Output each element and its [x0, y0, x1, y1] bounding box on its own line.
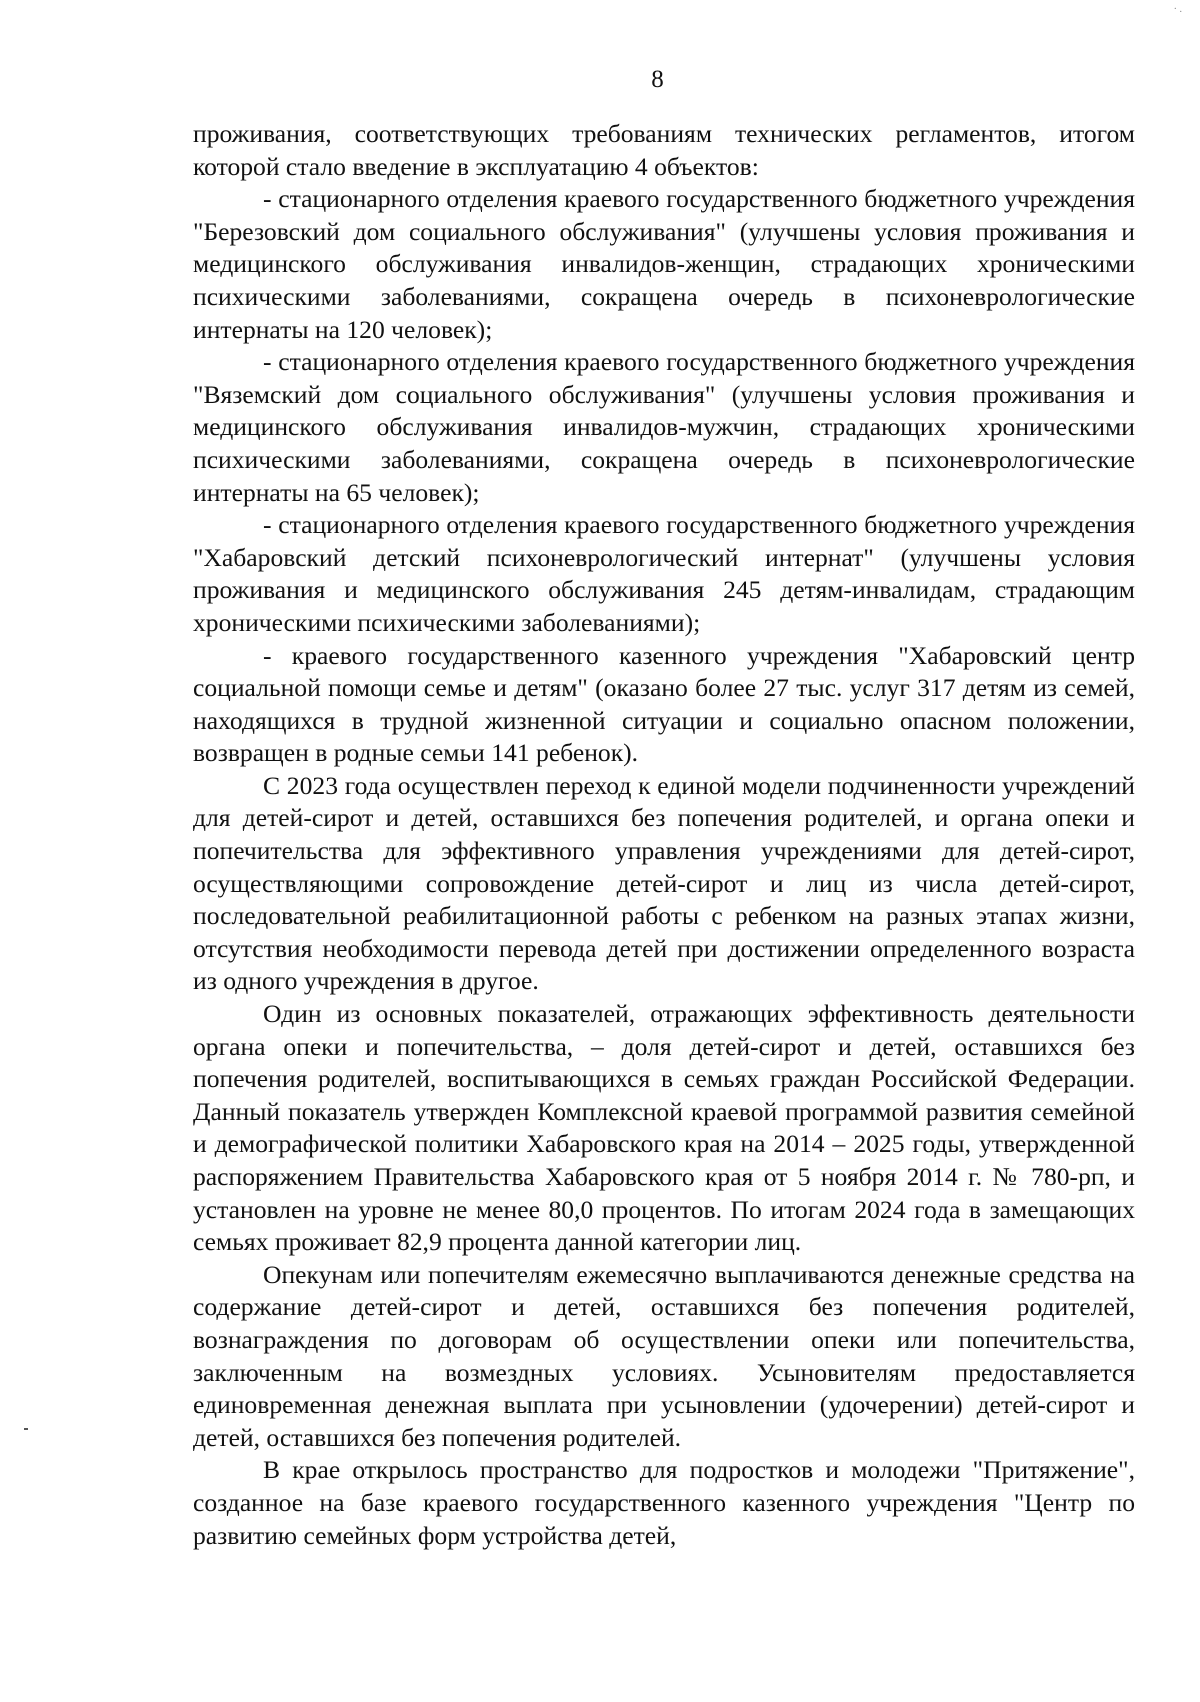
document-body	[193, 118, 1135, 1552]
list-item-khabarovsk-internat: - стационарного отделения краевого государственного бюджетного учреждения "Хабаровский детский психоневрологический интернат" (улучшены условия проживания и медицинского обслуживания 245 детям-инвалидам, страдающим хроническими психическими заболеваниями);	[193, 510, 1135, 637]
list-item-khabarovsk-center: - краевого государственного казенного учреждения "Хабаровский центр социальной помощи семье и детям" (оказано более 27 тыс. услуг 317 детям из семей, находящихся в трудной жизненной ситуации и социально опасном положении, возвращен в родные семьи 141 ребенок).	[193, 640, 1135, 768]
paragraph-unified-model: С 2023 года осуществлен переход к единой модели подчиненности учреждений для детей-сирот и детей, оставшихся без попечения родителей, и органа опеки и попечительства для эффективного управления учреждениями для детей-сирот, осуществляющими сопровождение детей-сирот и лиц из числа детей-сирот, последовательной реабилитационной работы с ребенком на разных этапах жизни, отсутствия необходимости перевода детей при достижении определенного возраста из одного учреждения в другое.	[193, 770, 1135, 996]
paragraph-indicator: Один из основных показателей, отражающих эффективность деятельности органа опеки и попечительства, – доля детей-сирот и детей, оставшихся без попечения родителей, воспитывающихся в семьях граждан Российской Федерации. Данный показатель утвержден Комплексной краевой программой развития семейной и демографической политики Хабаровского края на 2014 – 2025 годы, утвержденной распоряжением Правительства Хабаровского края от 5 ноября 2014 г. № 780-рп, и установлен на уровне не менее 80,0 процентов. По итогам 2024 года в замещающих семьях проживает 82,9 процента данной категории лиц.	[193, 999, 1135, 1257]
scan-speck	[24, 1428, 28, 1430]
paragraph-prityazhenie: В крае открылось пространство для подростков и молодежи "Притяжение", созданное на базе краевого государственного казенного учреждения "Центр по развитию семейных форм устройства детей,	[193, 1455, 1135, 1550]
corner-mark: · .	[1173, 4, 1182, 15]
list-item-vyazemsky: - стационарного отделения краевого государственного бюджетного учреждения "Вяземский дом социального обслуживания" (улучшены условия проживания и медицинского обслуживания инвалидов-мужчин, страдающих хроническими психическими заболеваниями, сокращена очередь в психоневрологические интернаты на 65 человек);	[193, 347, 1135, 507]
page-number: 8	[651, 66, 664, 93]
paragraph-guardians: Опекунам или попечителям ежемесячно выплачиваются денежные средства на содержание детей-сирот и детей, оставшихся без попечения родителей, вознаграждения по договорам об осуществлении опеки или попечительства, заключенным на возмездных условиях. Усыновителям предоставляется единовременная денежная выплата при усыновлении (удочерении) детей-сирот и детей, оставшихся без попечения родителей.	[193, 1259, 1135, 1452]
list-item-berezovsky: - стационарного отделения краевого государственного бюджетного учреждения "Березовский дом социального обслуживания" (улучшены условия проживания и медицинского обслуживания инвалидов-женщин, страдающих хроническими психическими заболеваниями, сокращена очередь в психоневрологические интернаты на 120 человек);	[193, 184, 1135, 344]
paragraph-continuation: проживания, соответствующих требованиям технических регламентов, итогом которой стало введение в эксплуатацию 4 объектов:	[193, 119, 1135, 181]
